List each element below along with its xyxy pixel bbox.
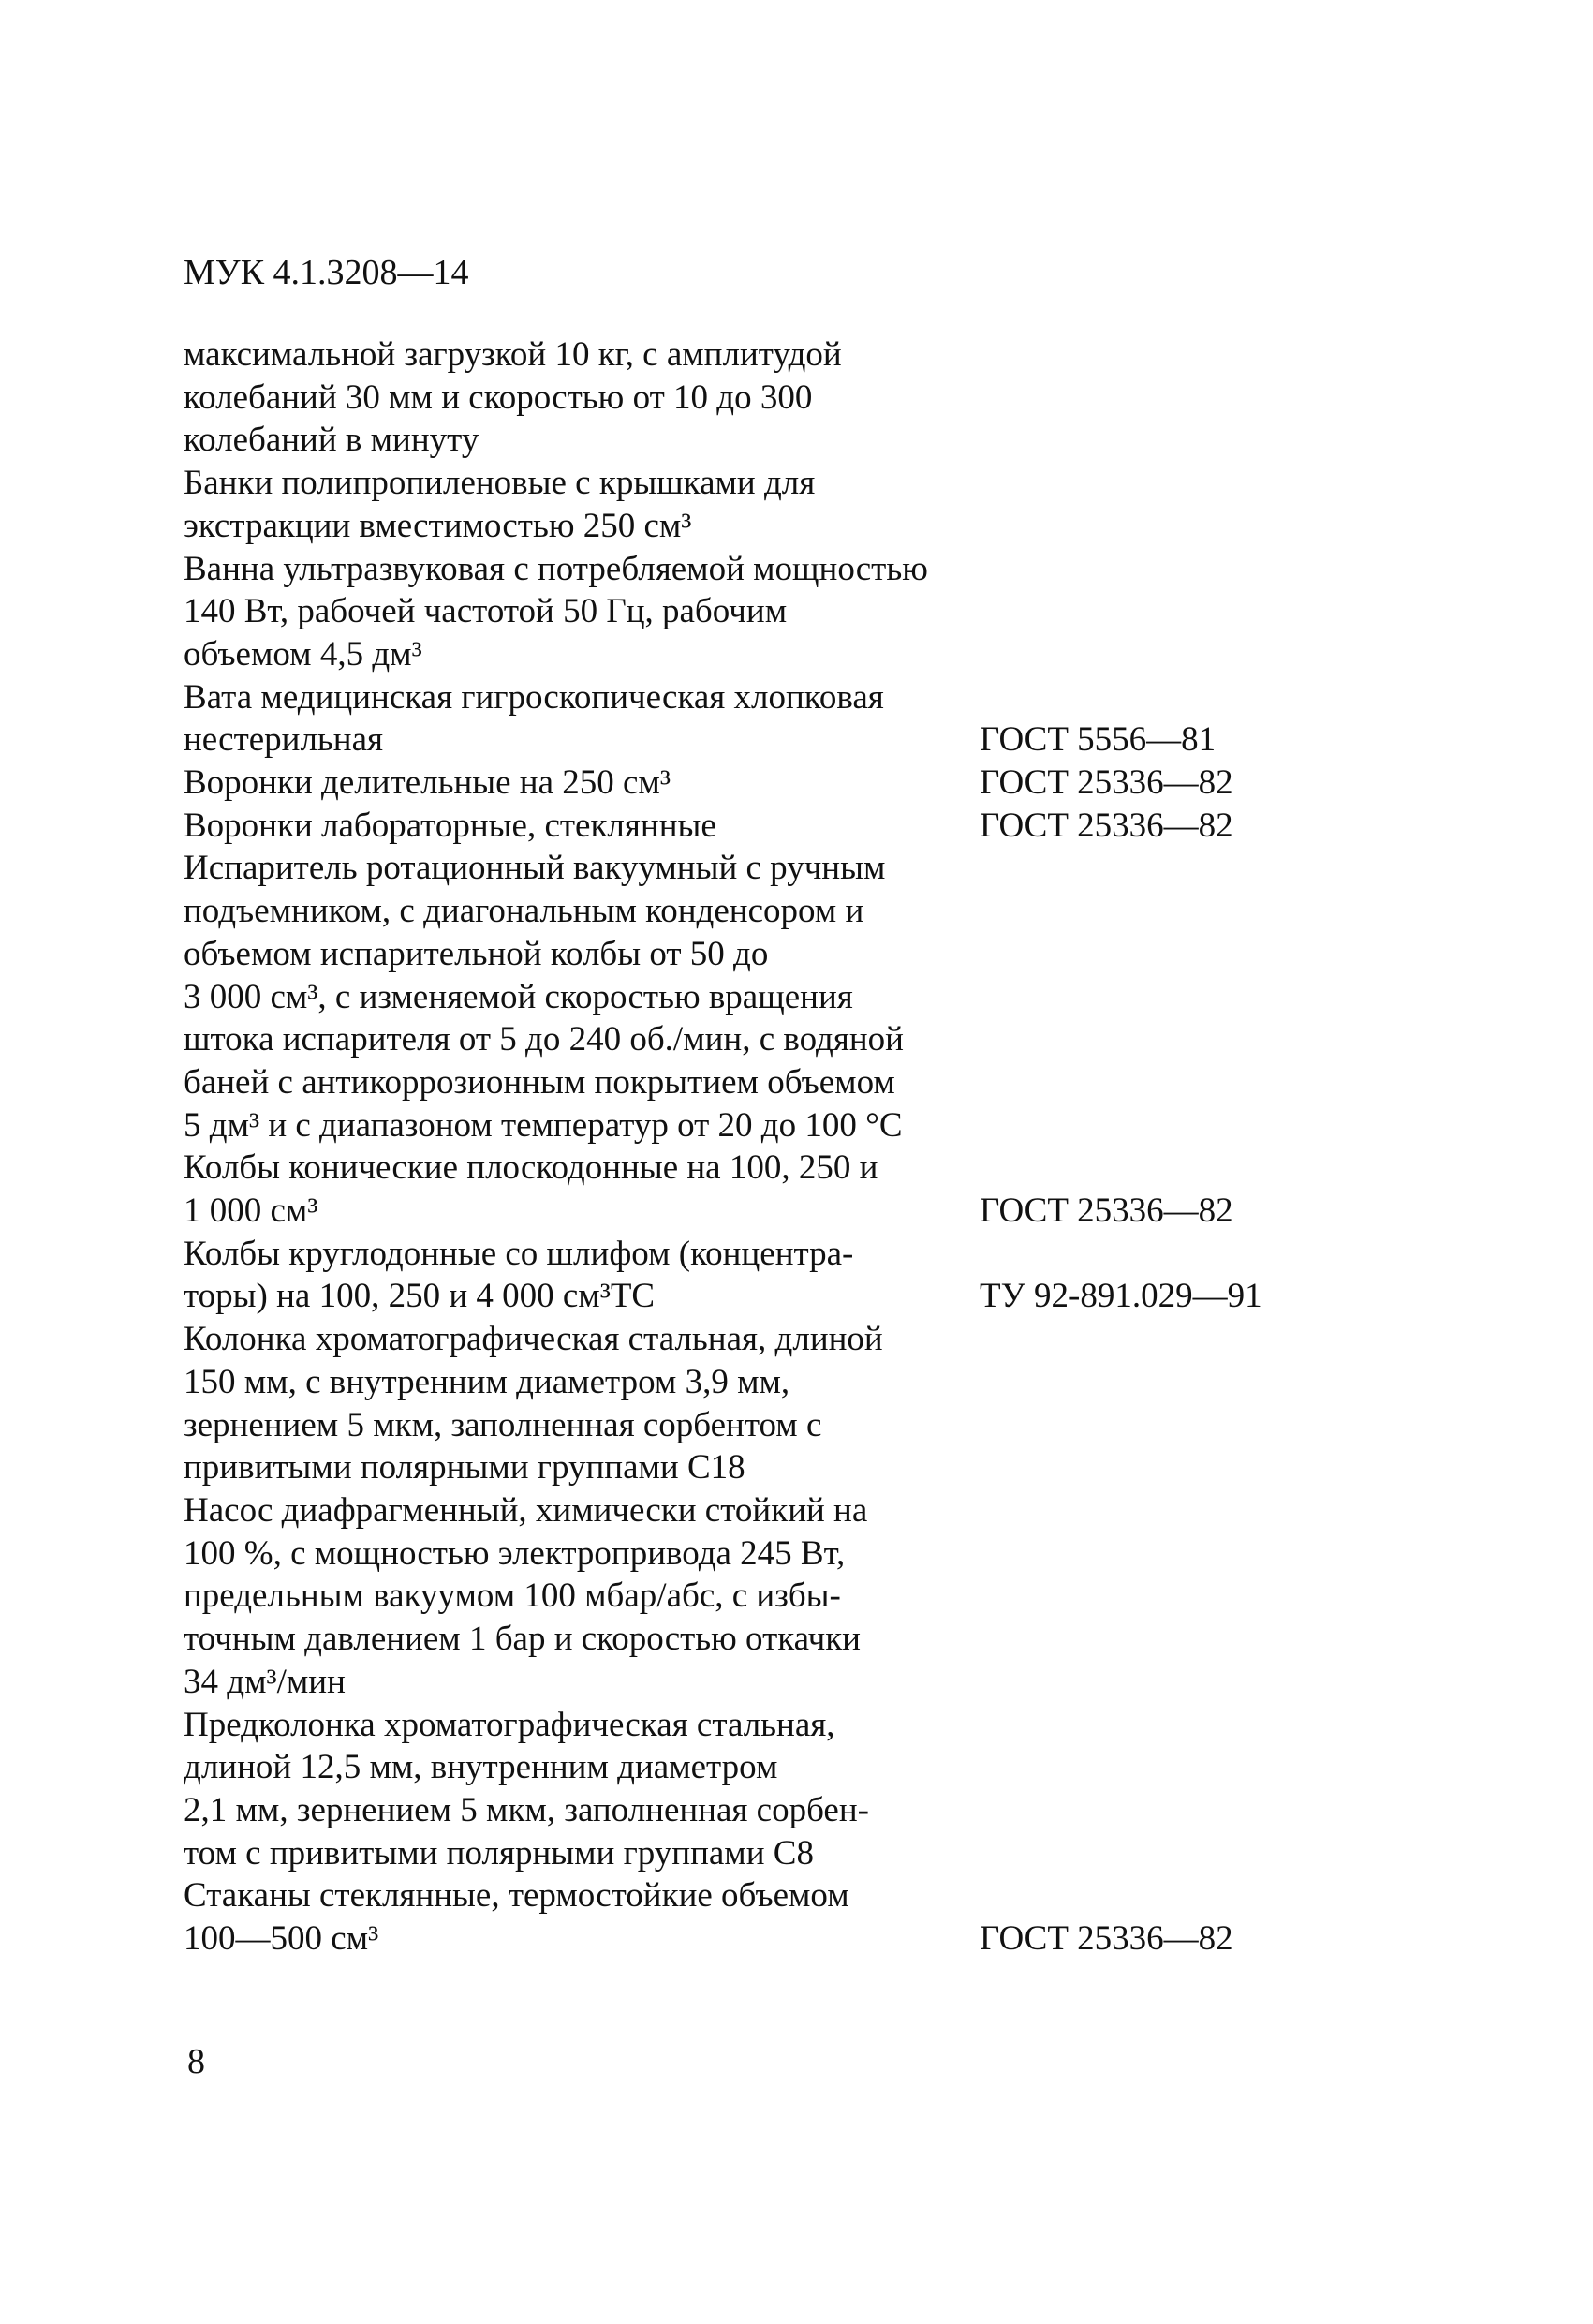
item-standard: ГОСТ 5556—81	[980, 720, 1217, 760]
page-header: МУК 4.1.3208—14	[184, 253, 469, 292]
item-description: Стаканы стеклянные, термостойкие объемом 100—500 см³	[184, 1876, 849, 1959]
item-description: Предколонка хроматографическая стальная, длиной 12,5 мм, внутренним диаметром 2,1 мм, зернением 5 мкм, заполненная сорбен- том с привитыми полярными группами С8	[184, 1705, 869, 1873]
list-item	[184, 1874, 1317, 1960]
item-standard: ГОСТ 25336—82	[980, 763, 1233, 803]
list-item	[184, 1318, 1317, 1489]
item-description: Насос диафрагменный, химически стойкий на 100 %, с мощностью электропривода 245 Вт, предельным вакуумом 100 мбар/абс, с избы- точным давлением 1 бар и скоростью откачки 34 дм³/мин	[184, 1490, 868, 1701]
item-description: Колбы конические плоскодонные на 100, 250 и 1 000 см³	[184, 1148, 878, 1231]
list-item	[184, 805, 1317, 848]
item-description: Вата медицинская гигроскопическая хлопковая нестерильная	[184, 677, 884, 760]
item-standard: ГОСТ 25336—82	[980, 806, 1233, 845]
list-item	[184, 762, 1317, 805]
item-description: Ванна ультразвуковая с потребляемой мощностью 140 Вт, рабочей частотой 50 Гц, рабочим объемом 4,5 дм³	[184, 549, 928, 674]
item-standard: ГОСТ 25336—82	[980, 1192, 1233, 1231]
item-description: Колбы круглодонные со шлифом (концентра- торы) на 100, 250 и 4 000 см³ТС	[184, 1234, 854, 1316]
item-description: Испаритель ротационный вакуумный с ручным подъемником, с диагональным конденсором и объемом испарительной колбы от 50 до 3 000 см³, с изменяемой скоростью вращения штока испарителя от 5 до 240 об./мин, с водяной баней с антикоррозионным покрытием объемом 5 дм³ и с диапазоном температур от 20 до 100 °C	[184, 849, 904, 1145]
list-item	[184, 333, 1317, 462]
item-description: Банки полипропиленовые с крышками для экстракции вместимостью 250 см³	[184, 464, 816, 545]
item-description: максимальной загрузкой 10 кг, с амплитудой колебаний 30 мм и скоростью от 10 до 300 колебаний в минуту	[184, 335, 842, 460]
list-item	[184, 548, 1317, 676]
list-item	[184, 462, 1317, 547]
list-item	[184, 1704, 1317, 1875]
list-item	[184, 1489, 1317, 1704]
list-item	[184, 1147, 1317, 1232]
list-item	[184, 847, 1317, 1147]
item-description: Воронки делительные на 250 см³	[184, 763, 671, 803]
item-standard: ГОСТ 25336—82	[980, 1919, 1233, 1959]
equipment-list	[184, 333, 1317, 1961]
list-item	[184, 676, 1317, 762]
item-standard: ТУ 92-891.029—91	[980, 1277, 1262, 1316]
item-description: Колонка хроматографическая стальная, длиной 150 мм, с внутренним диаметром 3,9 мм, зернением 5 мкм, заполненная сорбентом с привитыми полярными группами С18	[184, 1320, 883, 1488]
item-description: Воронки лабораторные, стеклянные	[184, 806, 716, 845]
list-item	[184, 1233, 1317, 1318]
page-number: 8	[187, 2042, 205, 2081]
